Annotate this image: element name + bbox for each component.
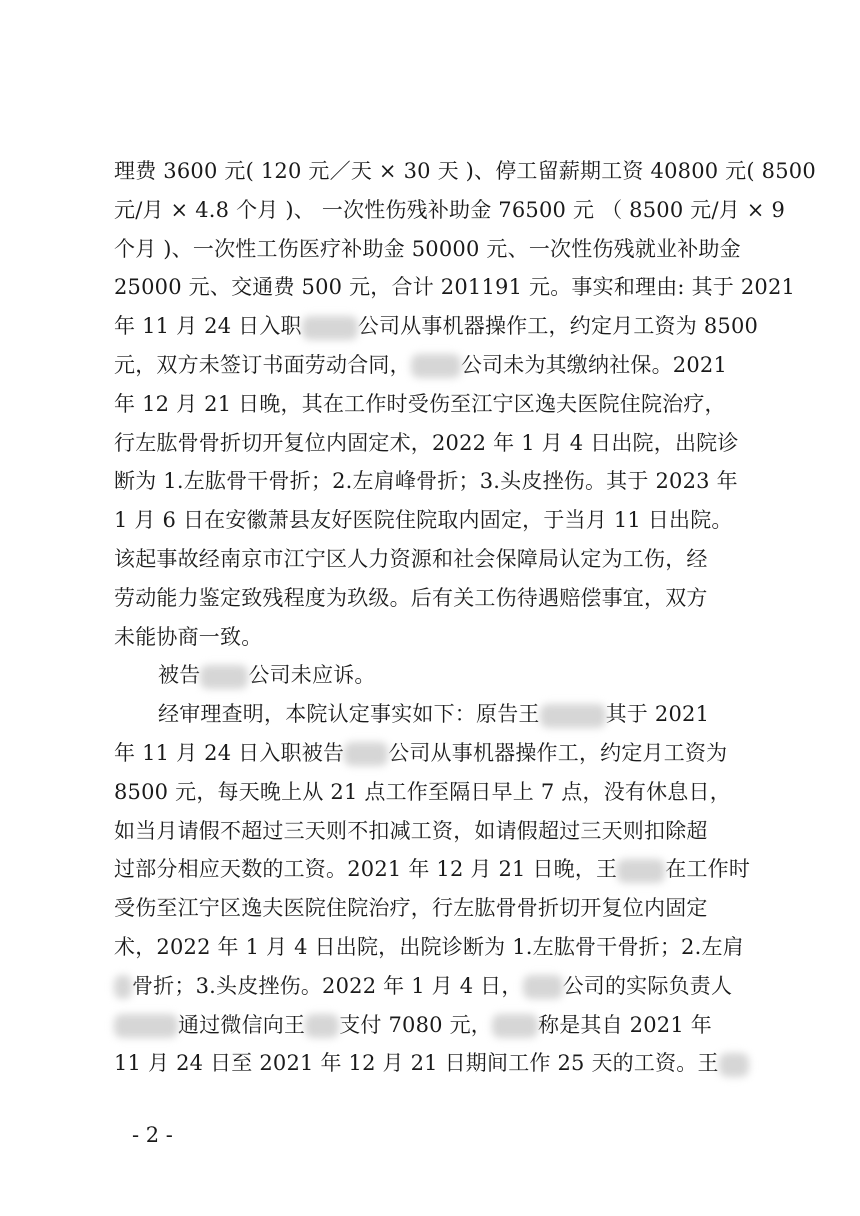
text-line: 被告 公司未应诉。 <box>158 663 376 688</box>
redaction-blur <box>305 1014 339 1038</box>
redaction-blur <box>114 1014 178 1038</box>
redaction-blur <box>200 665 248 689</box>
text-line: 个月 )、一次性工伤医疗补助金 50000 元、一次性伤残就业补助金 <box>114 236 741 261</box>
text-line: 元/月 × 4.8 个月 )、 一次性伤残补助金 76500 元 （ 8500 元/月 × 9 <box>114 197 786 222</box>
text-line: 该起事故经南京市江宁区人力资源和社会保障局认定为工伤，经 <box>114 546 708 571</box>
text-line: 年 12 月 21 日晚，其在工作时受伤至江宁区逸夫医院住院治疗， <box>114 391 726 416</box>
body-text <box>114 152 816 1083</box>
text-line: 如当月请假不超过三天则不扣减工资，如请假超过三天则扣除超 <box>114 818 708 843</box>
redaction-blur <box>719 1053 749 1077</box>
redaction-blur <box>617 859 665 883</box>
redaction-blur <box>523 975 563 999</box>
text-line: 年 11 月 24 日入职被告 公司从事机器操作工，约定月工资为 <box>114 740 728 765</box>
text-line: 25000 元、交通费 500 元，合计 201191 元。事实和理由: 其于 2021 <box>114 275 796 300</box>
text-line: 元，双方未签订书面劳动合同， 公司未为其缴纳社保。2021 <box>114 352 728 377</box>
redaction-blur <box>540 704 606 728</box>
text-line: 经审理查明，本院认定事实如下：原告王 其于 2021 <box>158 702 710 727</box>
redaction-blur <box>114 975 132 999</box>
text-line: 未能协商一致。 <box>114 624 263 649</box>
text-line: 骨折；3.头皮挫伤。2022 年 1 月 4 日， 公司的实际负责人 <box>114 967 764 1006</box>
text-line: 行左肱骨骨折切开复位内固定术，2022 年 1 月 4 日出院，出院诊 <box>114 430 739 455</box>
text-line: 8500 元，每天晚上从 21 点工作至隔日早上 7 点，没有休息日， <box>114 779 731 804</box>
text-line: 1 月 6 日在安徽萧县友好医院住院取内固定，于当月 11 日出院。 <box>114 508 733 533</box>
text-line: 11 月 24 日至 2021 年 12 月 21 日期间工作 25 天的工资。王 <box>114 1044 764 1083</box>
text-line: 劳动能力鉴定致残程度为玖级。后有关工伤待遇赔偿事宜，双方 <box>114 585 708 610</box>
redaction-blur <box>492 1014 538 1038</box>
text-line: 通过微信向王 支付 7080 元， 称是其自 2021 年 <box>114 1006 764 1045</box>
text-line: 年 11 月 24 日入职 公司从事机器操作工，约定月工资为 8500 <box>114 314 759 339</box>
text-line: 断为 1.左肱骨干骨折；2.左肩峰骨折；3.头皮挫伤。其于 2023 年 <box>114 469 738 494</box>
page-number: - 2 - <box>132 1123 173 1147</box>
redaction-blur <box>344 742 388 766</box>
text-line: 过部分相应天数的工资。2021 年 12 月 21 日晚，王 在工作时 <box>114 857 751 882</box>
text-line: 术，2022 年 1 月 4 日出院，出院诊断为 1.左肱骨干骨折；2.左肩 <box>114 934 744 959</box>
redaction-blur <box>302 316 358 340</box>
redaction-blur <box>411 354 461 378</box>
text-line: 受伤至江宁区逸夫医院住院治疗，行左肱骨骨折切开复位内固定 <box>114 896 708 921</box>
text-line: 理费 3600 元( 120 元／天 × 30 天 )、停工留薪期工资 40800 元( 8500 <box>114 159 816 183</box>
